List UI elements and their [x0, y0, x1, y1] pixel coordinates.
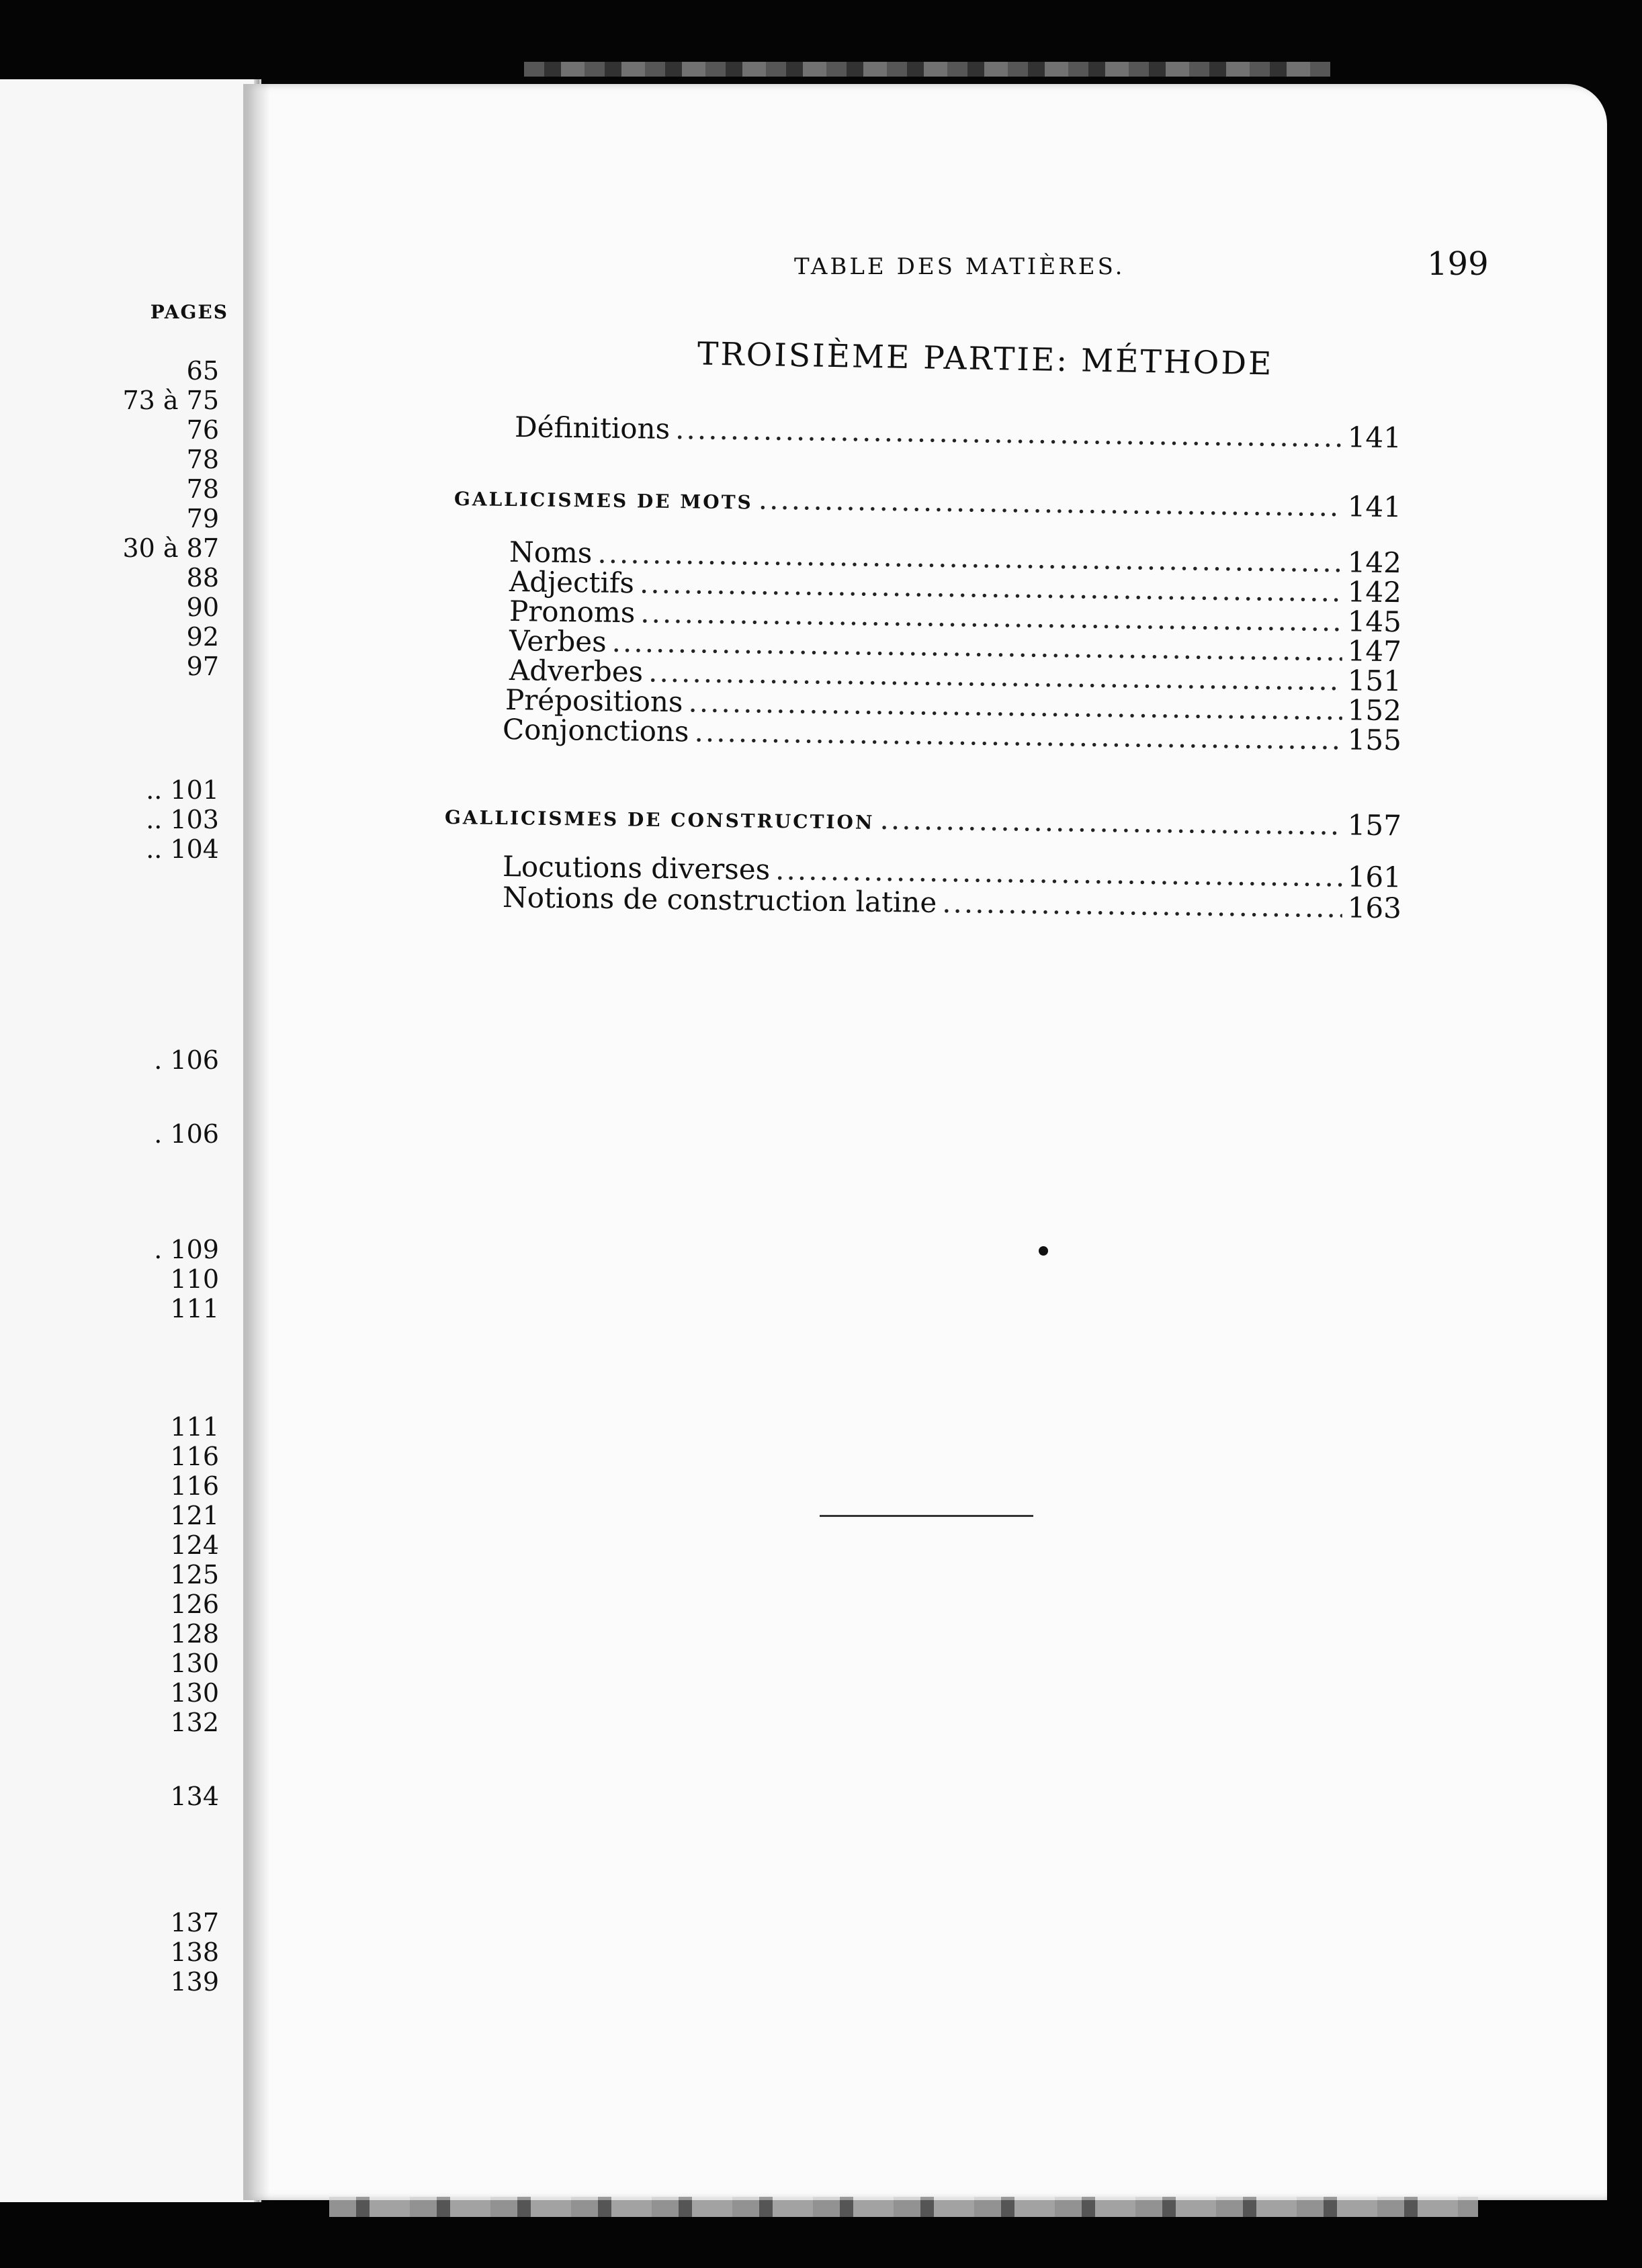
right-page	[243, 84, 1607, 2200]
left-page-number: 124	[170, 1530, 219, 1560]
toc-entry-page: 142	[1347, 546, 1402, 580]
toc-entry-page: 161	[1347, 860, 1402, 894]
dot-leader	[675, 412, 1342, 453]
toc-section-entry	[445, 797, 1401, 842]
left-page-number: 65	[186, 356, 219, 386]
toc-entry-label: Notions de construction latine	[502, 881, 937, 919]
left-page-number: 116	[170, 1471, 219, 1501]
page-edge-top	[524, 62, 1330, 77]
toc-entry-label: Adjectifs	[509, 565, 635, 600]
toc-entry-page: 145	[1347, 605, 1402, 639]
toc-entry-page: 157	[1347, 808, 1402, 842]
toc-entry-page: 147	[1347, 634, 1402, 668]
left-page	[0, 79, 261, 2202]
page-edge-bottom	[329, 2197, 1478, 2217]
running-head: TABLE DES MATIÈRES.	[794, 253, 1125, 280]
left-page-number: 79	[186, 504, 219, 533]
spine-shadow	[243, 84, 270, 2200]
toc-entry-label: Locutions diverses	[502, 850, 771, 886]
toc-entry-label: Verbes	[509, 624, 607, 658]
toc-entry-label: Noms	[509, 535, 593, 570]
toc-entry-page: 141	[1347, 490, 1402, 524]
left-page-number: .. 104	[146, 834, 219, 864]
left-page-number: 125	[170, 1560, 219, 1589]
ink-speck	[1039, 1246, 1048, 1256]
part-title: TROISIÈME PARTIE: MÉTHODE	[697, 335, 1274, 383]
page-number: 199	[1427, 245, 1489, 283]
toc-entry-page: 151	[1347, 664, 1402, 698]
toc-entry-page: 163	[1347, 891, 1402, 925]
left-page-number: 138	[170, 1937, 219, 1967]
left-page-number: 128	[170, 1619, 219, 1649]
left-page-number: 97	[186, 652, 219, 681]
left-page-number: 110	[170, 1264, 219, 1294]
toc-section-entry	[454, 479, 1401, 523]
left-page-number: . 109	[154, 1235, 219, 1264]
left-page-number: 73 à 75	[122, 386, 219, 415]
left-page-number: . 106	[154, 1045, 219, 1075]
section-end-rule	[820, 1515, 1033, 1517]
left-page-number: 92	[186, 622, 219, 652]
left-page-number: 88	[186, 563, 219, 593]
left-page-number: 132	[170, 1708, 219, 1737]
left-page-number: .. 103	[146, 805, 219, 834]
toc-section-label: GALLICISMES DE CONSTRUCTION	[444, 806, 875, 834]
left-page-number: 137	[170, 1908, 219, 1937]
left-page-number: 30 à 87	[122, 533, 219, 563]
toc-entry-label: Prépositions	[505, 683, 683, 719]
dot-leader	[942, 886, 1342, 924]
toc-entry-label: Définitions	[514, 410, 671, 445]
toc-section-label: GALLICISMES DE MOTS	[453, 488, 753, 514]
left-page-number: 130	[170, 1649, 219, 1678]
left-page-number: 116	[170, 1442, 219, 1471]
left-page-number: 111	[170, 1412, 219, 1442]
left-page-header: PAGES	[150, 301, 228, 323]
left-page-number: . 106	[154, 1119, 219, 1149]
left-page-number: 76	[186, 415, 219, 445]
left-page-number: .. 101	[146, 775, 219, 805]
toc-entry-label: Adverbes	[509, 654, 644, 689]
toc-entry	[515, 410, 1402, 454]
toc-entry-page: 152	[1347, 693, 1402, 728]
toc-entry-page: 155	[1347, 723, 1402, 757]
dot-leader	[759, 483, 1343, 523]
left-page-number: 78	[186, 445, 219, 474]
dot-leader	[694, 715, 1342, 756]
toc-entry-label: Conjonctions	[502, 713, 689, 748]
left-page-number: 139	[170, 1967, 219, 1997]
toc-entry-label: Pronoms	[509, 595, 636, 629]
dot-leader	[879, 803, 1342, 841]
left-page-number: 111	[170, 1294, 219, 1323]
toc-entry-page: 142	[1347, 575, 1402, 609]
toc-entry-page: 141	[1347, 421, 1402, 455]
left-page-number: 126	[170, 1589, 219, 1619]
left-page-number: 90	[186, 593, 219, 622]
left-page-number: 78	[186, 474, 219, 504]
left-page-number: 134	[170, 1782, 219, 1811]
left-page-number: 121	[170, 1501, 219, 1530]
left-page-number: 130	[170, 1678, 219, 1708]
